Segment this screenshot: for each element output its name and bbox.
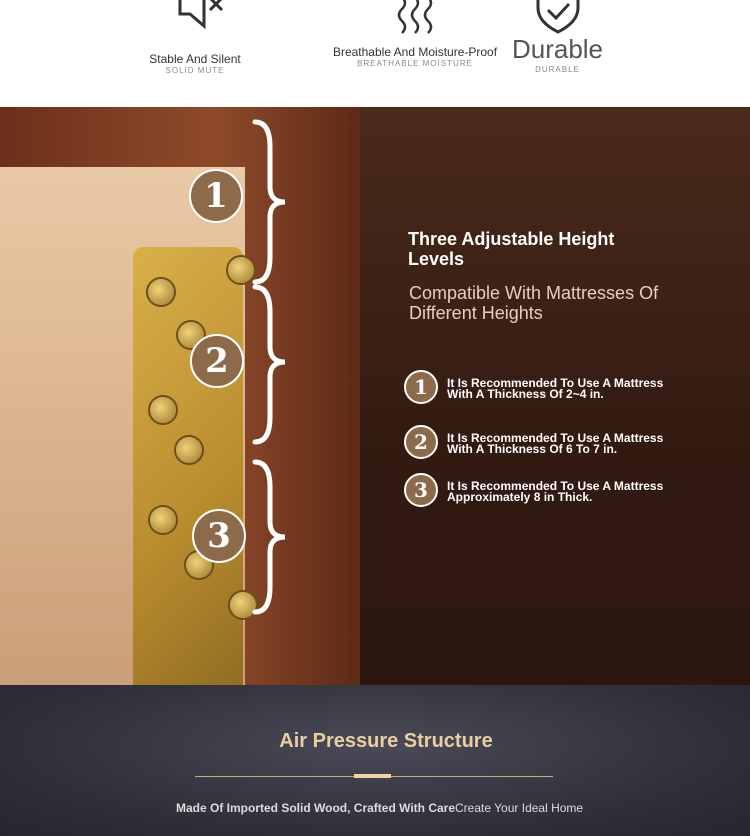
tip-number-1: 1 (404, 370, 438, 404)
feature-sub: SOLID MUTE (165, 66, 225, 75)
feature-stable (140, 0, 250, 75)
feature-sub: BREATHABLE MOISTURE (357, 59, 473, 68)
feature-durable (505, 0, 610, 74)
bed-frame-photo (0, 107, 750, 685)
tip-text-3: It Is Recommended To Use A Mattress Approximately 8 in Thick. (447, 479, 664, 504)
height-level-badge-2: 2 (190, 334, 244, 388)
brace-lines (245, 117, 295, 617)
section-subtitle: Compatible With Mattresses Of Different Heights (409, 283, 659, 323)
screw (148, 279, 174, 305)
mute-speaker-icon (160, 0, 230, 32)
shield-check-icon (528, 0, 588, 34)
banner-title: Air Pressure Structure (279, 730, 493, 752)
feature-breathable (330, 0, 500, 68)
height-level-badge-1: 1 (189, 169, 243, 223)
tagline-left: Made Of Imported Solid Wood, Crafted With Care (176, 801, 456, 815)
section-title: Three Adjustable Height Levels (408, 229, 615, 269)
feature-label: Durable (511, 34, 604, 64)
airflow-icon (380, 0, 450, 37)
tagline-right: Create Your Ideal Home (455, 801, 584, 815)
feature-label: Stable And Silent (149, 52, 241, 66)
metal-bracket (133, 247, 243, 685)
air-pressure-banner (0, 685, 750, 836)
divider-accent (354, 774, 391, 778)
tip-text-2: It Is Recommended To Use A Mattress With A Thickness Of 6 To 7 in. (447, 431, 664, 456)
feature-label: Breathable And Moisture-Proof (332, 45, 498, 59)
screw (150, 397, 176, 423)
height-level-badge-3: 3 (192, 509, 246, 563)
features-strip (0, 0, 750, 107)
feature-sub: DURABLE (535, 65, 580, 74)
screw (150, 507, 176, 533)
tip-text-1: It Is Recommended To Use A Mattress With A Thickness Of 2~4 in. (447, 376, 664, 401)
tip-number-3: 3 (404, 473, 438, 507)
screw (176, 437, 202, 463)
tip-number-2: 2 (404, 425, 438, 459)
banner-tagline (176, 801, 583, 815)
